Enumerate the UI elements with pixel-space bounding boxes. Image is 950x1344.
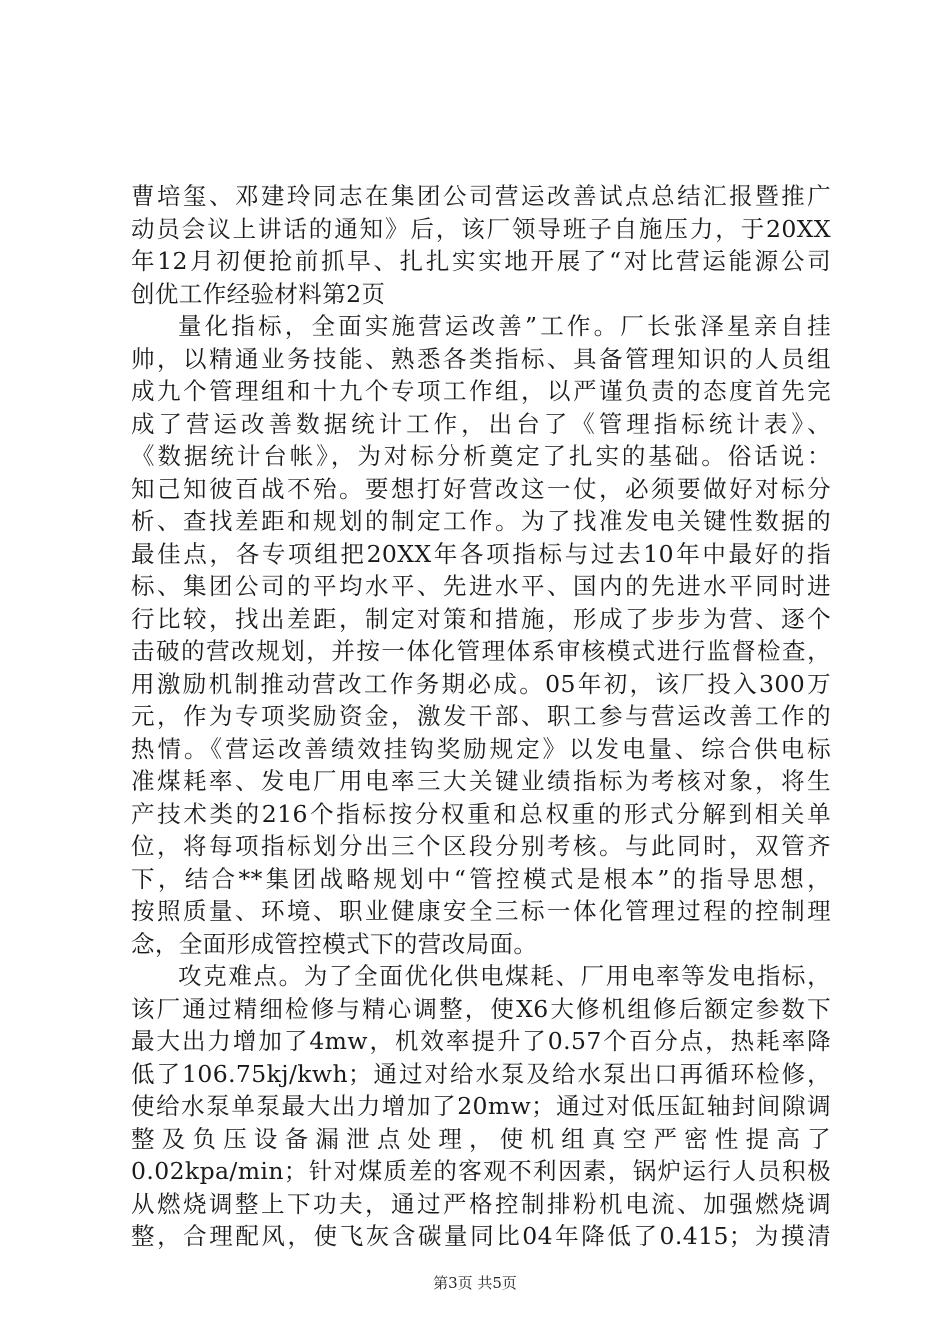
text-line: 攻克难点。为了全面优化供电煤耗、厂用电率等发电指标， [178,962,831,990]
text-line: 整及负压设备漏泄点处理，使机组真空严密性提高了 [131,1124,831,1153]
text-line: 标、集团公司的平均水平、先进水平、国内的先进水平同时进 [131,572,831,600]
text-line: 年12月初便抢前抓早、扎扎实实地开展了“对比营运能源公司 [131,247,831,275]
text-line: 元，作为专项奖励资金，激发干部、职工参与营运改善工作的 [131,702,831,730]
text-line: 最大出力增加了4mw，机效率提升了0.57个百分点，热耗率降 [131,1027,831,1055]
text-line: 产技术类的216个指标按分权重和总权重的形式分解到相关单 [131,799,831,828]
text-line: 行比较，找出差距，制定对策和措施，形成了步步为营、逐个 [131,604,831,633]
page-footer: 第3页 共5页 [433,1274,517,1292]
text-line: 整，合理配风，使飞灰含碳量同比04年降低了0.415；为摸清 [131,1222,831,1250]
text-line: 0.02kpa/min；针对煤质差的客观不利因素，锅炉运行人员积极 [131,1157,831,1185]
text-line: 《数据统计台帐》，为对标分析奠定了扎实的基础。俗话说： [131,442,831,470]
text-line: 帅，以精通业务技能、熟悉各类指标、具备管理知识的人员组 [131,344,831,373]
text-line: 成九个管理组和十九个专项工作组，以严谨负责的态度首先完 [131,377,831,405]
text-line: 从燃烧调整上下功夫，通过严格控制排粉机电流、加强燃烧调 [131,1189,831,1218]
text-line: 曹培玺、邓建玲同志在集团公司营运改善试点总结汇报暨推广 [131,182,831,210]
text-line: 热情。《营运改善绩效挂钩奖励规定》以发电量、综合供电标 [131,734,831,763]
text-line: 低了106.75kj/kwh；通过对给水泵及给水泵出口再循环检修， [131,1059,831,1088]
text-line: 用激励机制推动营改工作务期必成。05年初，该厂投入300万 [131,669,831,698]
text-line: 知己知彼百战不殆。要想打好营改这一仗，必须要做好对标分 [131,474,831,503]
text-line: 析、查找差距和规划的制定工作。为了找准发电关键性数据的 [131,507,831,535]
text-line: 准煤耗率、发电厂用电率三大关键业绩指标为考核对象，将生 [131,767,831,795]
document-body [131,180,831,1253]
text-line: 创优工作经验材料第2页 [131,279,386,308]
text-line: 念，全面形成管控模式下的营改局面。 [131,929,538,958]
text-line: 动员会议上讲话的通知》后，该厂领导班子自施压力，于20XX [131,214,831,243]
text-line: 最佳点，各专项组把20XX年各项指标与过去10年中最好的指 [131,539,831,568]
text-line: 该厂通过精细检修与精心调整，使X6大修机组修后额定参数下 [131,994,831,1023]
text-line: 成了营运改善数据统计工作，出台了《管理指标统计表》、 [131,409,831,438]
text-line: 击破的营改规划，并按一体化管理体系审核模式进行监督检查， [131,637,831,665]
text-line: 下，结合**集团战略规划中“管控模式是根本”的指导思想， [131,864,831,893]
text-line: 位，将每项指标划分出三个区段分别考核。与此同时，双管齐 [131,832,831,860]
text-line: 按照质量、环境、职业健康安全三标一体化管理过程的控制理 [131,897,831,925]
text-line: 量化指标，全面实施营运改善”工作。厂长张泽星亲自挂 [178,312,831,340]
text-line: 使给水泵单泵最大出力增加了20mw；通过对低压缸轴封间隙调 [131,1092,831,1120]
